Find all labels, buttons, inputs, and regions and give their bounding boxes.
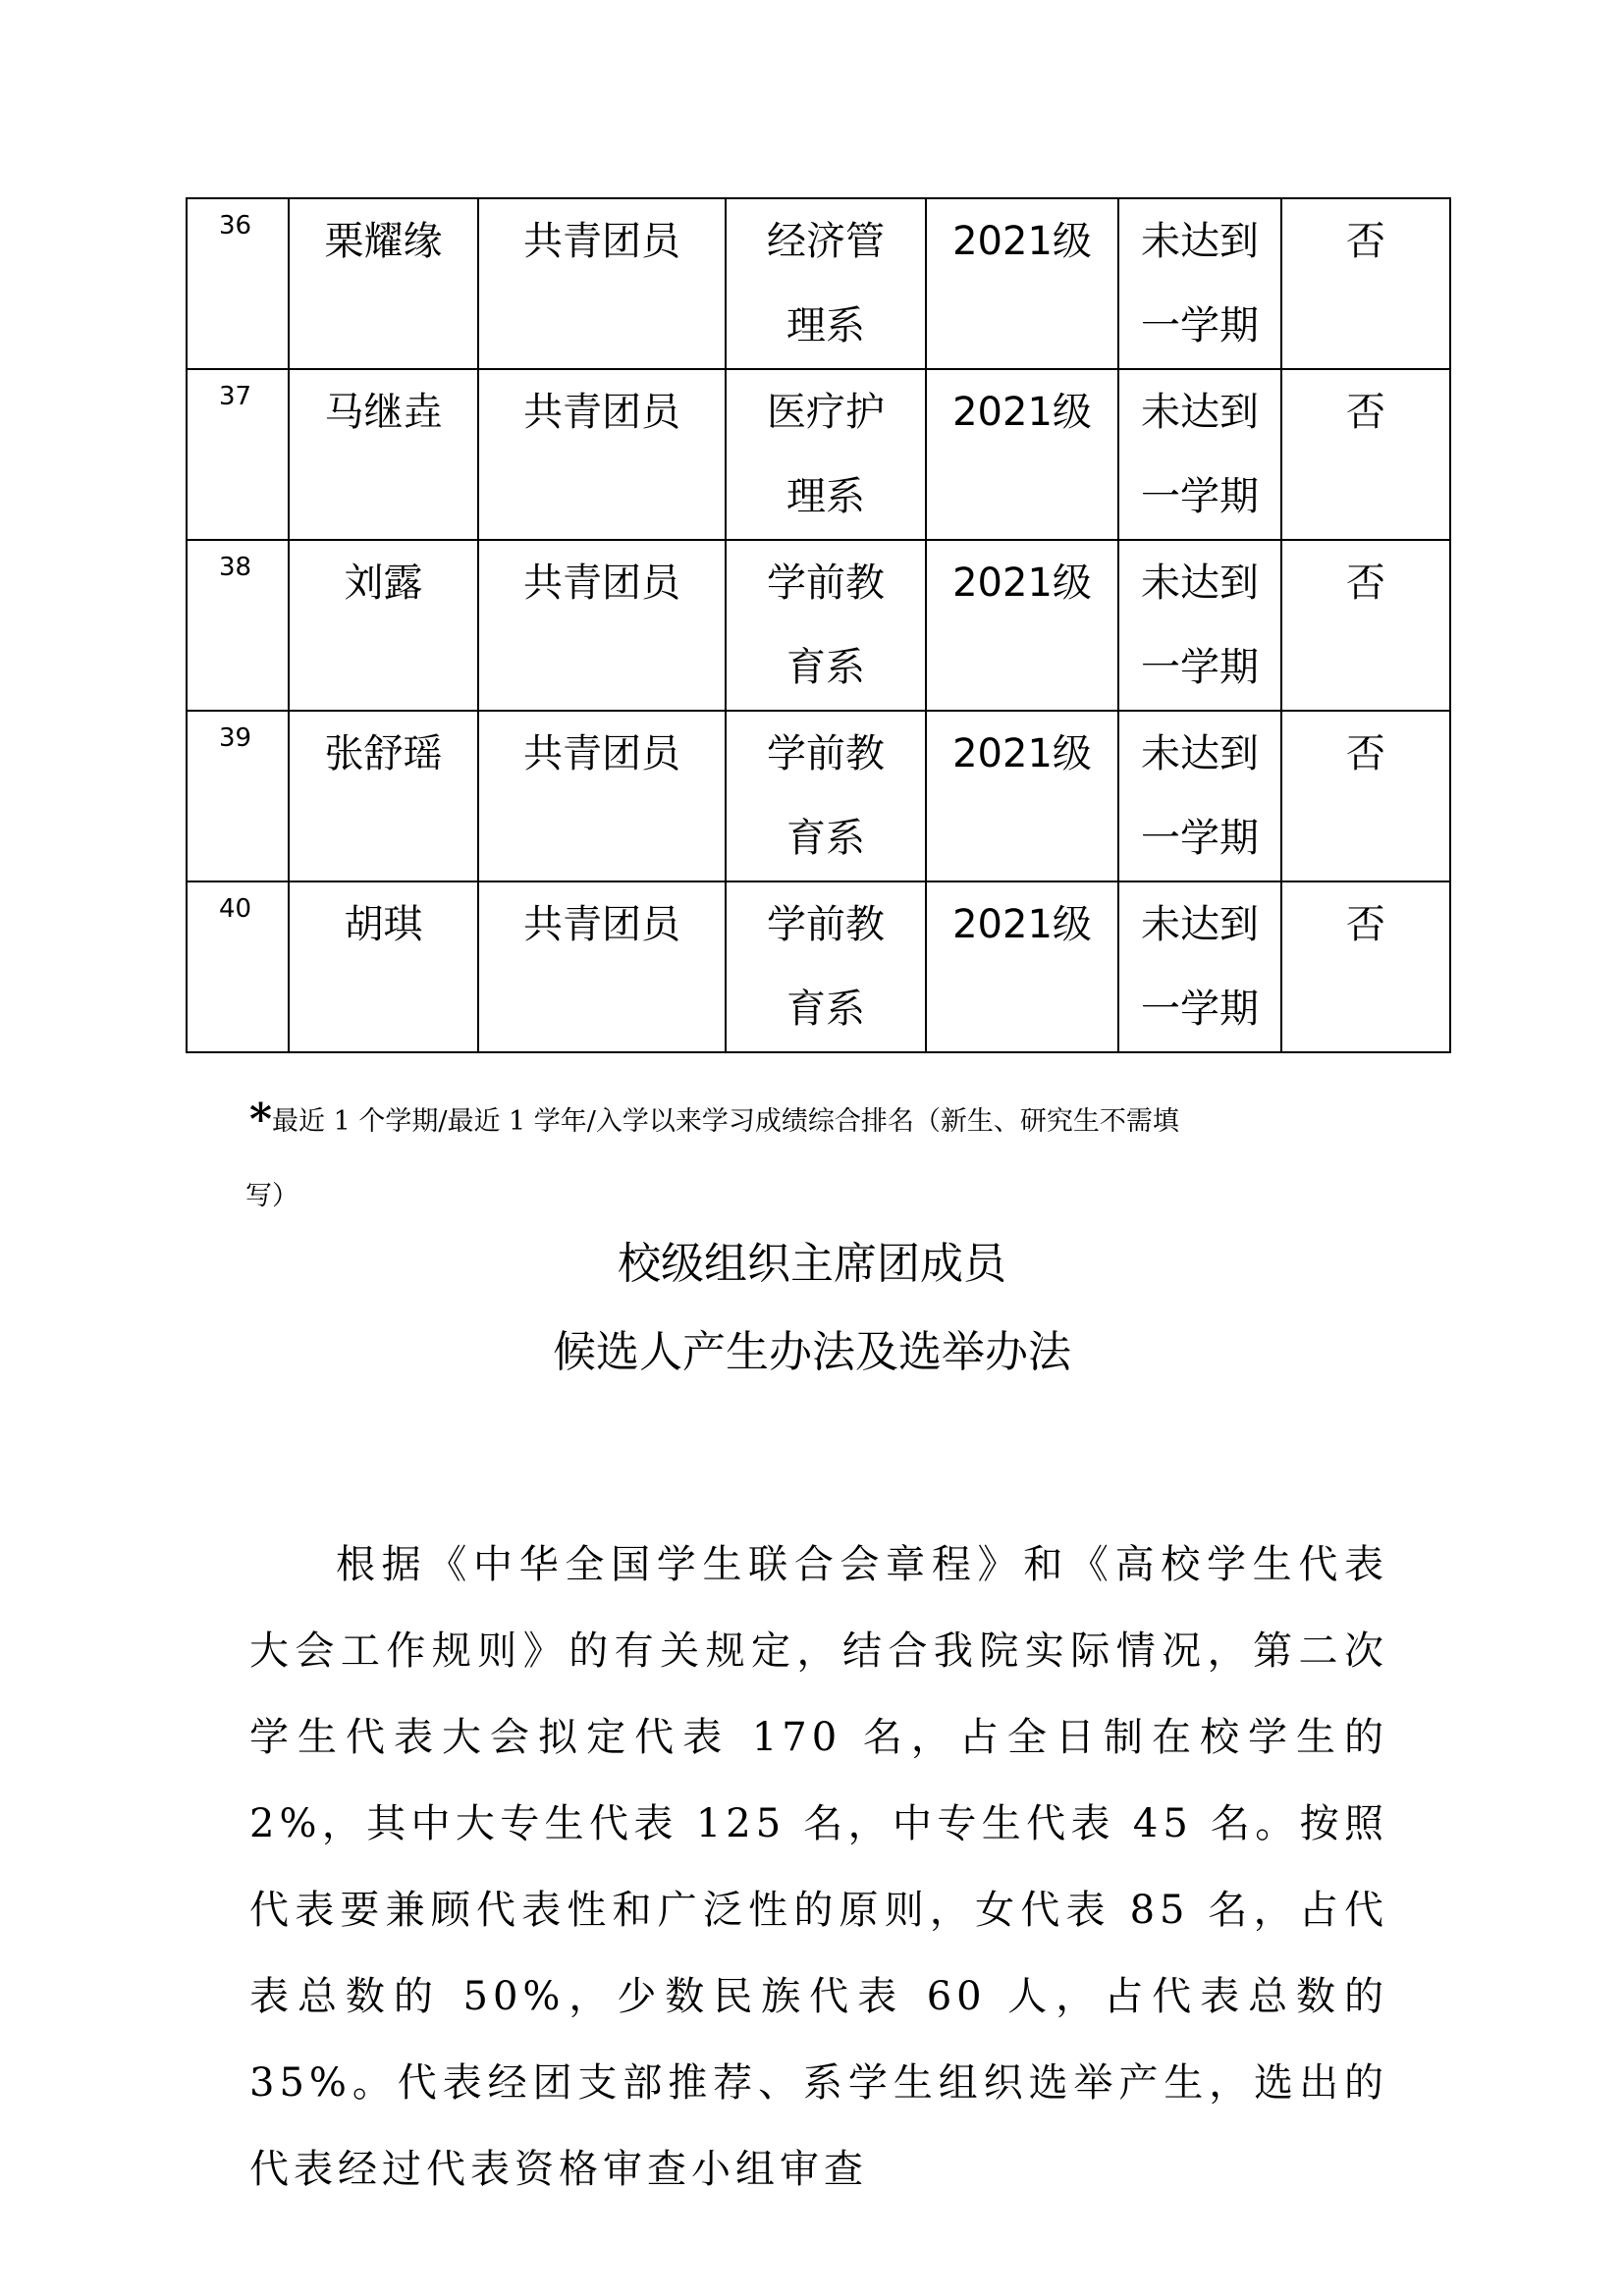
candidate-name: 栗耀缘 (289, 198, 478, 369)
semester-text: 未达到一学期 (1141, 561, 1259, 690)
grade-year: 2021级 (926, 198, 1118, 369)
department (726, 369, 926, 540)
semester-status (1118, 198, 1281, 369)
candidate-name: 胡琪 (289, 881, 478, 1052)
grade-year: 2021级 (926, 881, 1118, 1052)
political-status: 共青团员 (478, 198, 726, 369)
semester-text: 未达到一学期 (1141, 902, 1259, 1032)
candidate-table (186, 197, 1451, 1053)
political-status: 共青团员 (478, 369, 726, 540)
department-text: 经济管理系 (767, 219, 885, 348)
table-footnote (245, 1083, 1388, 1234)
semester-status (1118, 369, 1281, 540)
yes-no-flag: 否 (1281, 540, 1450, 711)
table-row (187, 540, 1450, 711)
table-row (187, 711, 1450, 881)
section-title-line-2: 候选人产生办法及选举办法 (553, 1327, 1071, 1377)
department (726, 881, 926, 1052)
row-number: 37 (187, 369, 289, 540)
footnote-asterisk: * (249, 1095, 273, 1145)
candidate-name: 刘露 (289, 540, 478, 711)
semester-status (1118, 881, 1281, 1052)
section-title-line-1: 校级组织主席团成员 (618, 1239, 1006, 1289)
grade-year: 2021级 (926, 540, 1118, 711)
department (726, 198, 926, 369)
row-number: 39 (187, 711, 289, 881)
row-number: 40 (187, 881, 289, 1052)
department-text: 学前教育系 (767, 561, 885, 690)
yes-no-flag: 否 (1281, 881, 1450, 1052)
row-number: 38 (187, 540, 289, 711)
footnote-line-1: 最近 1 个学期/最近 1 学年/入学以来学习成绩综合排名（新生、研究生不需填 (272, 1106, 1179, 1137)
yes-no-flag: 否 (1281, 369, 1450, 540)
semester-text: 未达到一学期 (1141, 390, 1259, 519)
semester-text: 未达到一学期 (1141, 731, 1259, 861)
grade-year: 2021级 (926, 369, 1118, 540)
semester-status (1118, 711, 1281, 881)
candidate-name: 张舒瑶 (289, 711, 478, 881)
department-text: 学前教育系 (767, 902, 885, 1032)
semester-status (1118, 540, 1281, 711)
semester-text: 未达到一学期 (1141, 219, 1259, 348)
department (726, 711, 926, 881)
row-number: 36 (187, 198, 289, 369)
political-status: 共青团员 (478, 711, 726, 881)
political-status: 共青团员 (478, 881, 726, 1052)
political-status: 共青团员 (478, 540, 726, 711)
yes-no-flag: 否 (1281, 711, 1450, 881)
yes-no-flag: 否 (1281, 198, 1450, 369)
table-row (187, 198, 1450, 369)
footnote-line-2: 写） (245, 1181, 298, 1211)
department (726, 540, 926, 711)
table-row (187, 369, 1450, 540)
candidate-name: 马继垚 (289, 369, 478, 540)
department-text: 医疗护理系 (767, 390, 885, 519)
department-text: 学前教育系 (767, 731, 885, 861)
body-paragraph: 根据《中华全国学生联合会章程》和《高校学生代表大会工作规则》的有关规定，结合我院实际情况，第二次学生代表大会拟定代表 170 名，占全日制在校学生的 2%，其中大专生代表 125 名，中专生代表 45 名。按照代表要兼顾代表性和广泛性的原则，女代表 85 名，占代表总数的 50%，少数民族代表 60 人，占代表总数的 35%。代表经团支部推荐、系学生组织选举产生，选出的代表经过代表资格审查小组审查 (249, 1542, 1388, 2192)
table-row (187, 881, 1450, 1052)
grade-year: 2021级 (926, 711, 1118, 881)
